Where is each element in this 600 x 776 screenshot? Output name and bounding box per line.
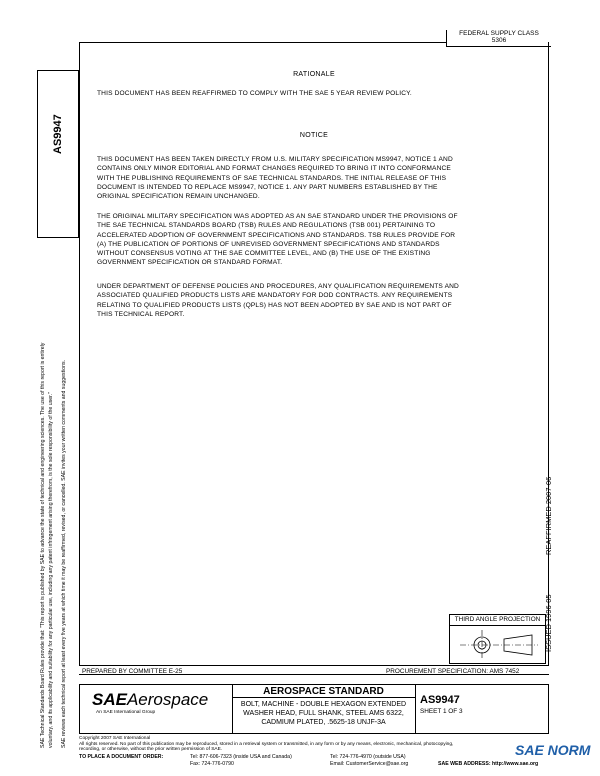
rationale-title: RATIONALE xyxy=(293,71,335,78)
legal-line-3: SAE reviews each technical report at least every five years at which time it may be reaffirmed, revised, or cancelled. SAE invites your written comments and suggestions. xyxy=(61,360,67,748)
notice-paragraph-2 xyxy=(97,212,458,268)
legal-line-2: voluntary, and its applicability and suitability for any particular use, including any patent infringement arising therefrom, is the sole responsibility of the user." xyxy=(48,392,54,748)
notice-title: NOTICE xyxy=(299,132,329,139)
reaffirmed-date: REAFFIRMED 2007-06 xyxy=(544,476,553,555)
notice-paragraph-1 xyxy=(97,155,453,201)
title-block-divider-2 xyxy=(415,684,416,734)
description-line: CADMIUM PLATED, .5625-18 UNJF-3A xyxy=(261,719,386,726)
sae-logo-mark: SAE xyxy=(92,690,127,709)
notice-p3-line: THIS TECHNICAL REPORT. xyxy=(97,310,185,318)
federal-supply-class-label: FEDERAL SUPPLY CLASS xyxy=(459,30,539,37)
rationale-text: THIS DOCUMENT HAS BEEN REAFFIRMED TO COMPLY WITH THE SAE 5 YEAR REVIEW POLICY. xyxy=(97,90,412,97)
copyright: Copyright 2007 SAE International xyxy=(79,736,151,741)
notice-p2-line: GOVERNMENT SPECIFICATION OR STANDARD FORMAT. xyxy=(97,259,283,267)
projection-label: THIRD ANGLE PROJECTION xyxy=(450,615,545,626)
sheet-number: SHEET 1 OF 3 xyxy=(420,708,463,715)
rights-text-2: recording, or otherwise, without the prior written permission of SAE. xyxy=(79,747,223,753)
web-address: SAE WEB ADDRESS: http://www.sae.org xyxy=(438,761,539,767)
notice-p2-line: ACCELERATED ADOPTION OF GOVERNMENT SPECIFICATIONS AND STANDARDS. TSB RULES PROVIDE FOR xyxy=(97,231,456,239)
notice-p3-line: ASSOCIATED QUALIFIED PRODUCTS LISTS ARE MANDATORY FOR DOD CONTRACTS. ANY REQUIREMENTS xyxy=(97,292,453,300)
notice-p2-line: THE ORIGINAL MILITARY SPECIFICATION WAS ADOPTED AS AN SAE STANDARD UNDER THE PROVISIONS OF xyxy=(97,213,458,220)
legal-line-1: SAE Technical Standards Board Rules provide that: "This report is published by SAE to advance the state of technical and engineering sciences. The use of this report is entirely xyxy=(40,342,46,748)
issued-date: ISSUED 1996-05 xyxy=(544,594,553,652)
tel-us: Tel: 877-606-7323 (inside USA and Canada) xyxy=(190,754,292,760)
description-line: WASHER HEAD, FULL SHANK, STEEL AMS 6322, xyxy=(243,710,404,717)
prepared-by: PREPARED BY COMMITTEE E-25 xyxy=(82,668,183,675)
federal-supply-class-box xyxy=(446,30,551,47)
sae-logo-aerospace: Aerospace xyxy=(126,690,209,709)
title-block-row-line xyxy=(232,697,415,698)
notice-p2-line: THE SAE TECHNICAL STANDARDS BOARD (TSB) RULES AND REGULATIONS (TSB 001) PERTAINING TO xyxy=(97,222,436,230)
sae-logo-tagline: An SAE International Group xyxy=(96,710,156,715)
sae-norm-watermark: SAE NORM xyxy=(515,742,591,758)
email: Email: CustomerService@sae.org xyxy=(330,761,409,767)
sidebar-doc-number: AS9947 xyxy=(52,114,64,154)
footer xyxy=(79,736,539,753)
procurement-spec: PROCUREMENT SPECIFICATION: AMS 7452 xyxy=(386,668,520,675)
notice-p2-line: WITHOUT CONSENSUS VOTING AT THE SAE COMMITTEE LEVEL, AND (B) THE USE OF THE EXISTING xyxy=(97,250,431,258)
notice-p2-line: (A) THE PUBLICATION OF PORTIONS OF UNREVISED GOVERNMENT SPECIFICATIONS AND STANDARDS xyxy=(97,240,440,248)
part-description xyxy=(232,700,415,727)
notice-p3-line: RELATING TO QUALIFIED PRODUCTS LISTS (QPLS) HAS NOT BEEN ADOPTED BY SAE AND IS NOT PART OF xyxy=(97,301,452,309)
notice-p1-line: WITH THE PUBLISHING REQUIREMENTS OF SAE TECHNICAL STANDARDS. THE INITIAL RELEASE OF THIS xyxy=(97,174,447,182)
rights-text: All rights reserved. No part of this publication may be reproduced, stored in a retrieval system or transmitted, in any form or by any means, electronic, mechanical, photocopying, xyxy=(79,741,454,747)
order-label: TO PLACE A DOCUMENT ORDER: xyxy=(79,754,164,760)
tel-intl: Tel: 724-776-4970 (outside USA) xyxy=(330,754,406,760)
right-margin-line xyxy=(548,42,549,666)
notice-p1-line: ORIGINAL SPECIFICATION REMAIN UNCHANGED. xyxy=(97,193,260,201)
title-block-doc-number: AS9947 xyxy=(420,694,460,706)
notice-p3-line: UNDER DEPARTMENT OF DEFENSE POLICIES AND PROCEDURES, ANY QUALIFICATION REQUIREMENTS AND xyxy=(97,283,459,290)
projection-symbol-icon xyxy=(450,625,545,663)
fax: Fax: 724-776-0790 xyxy=(190,761,234,767)
sae-logo xyxy=(92,690,208,710)
standard-title: AEROSPACE STANDARD xyxy=(263,686,384,697)
projection-box xyxy=(449,614,546,664)
notice-p1-line: THIS DOCUMENT HAS BEEN TAKEN DIRECTLY FROM U.S. MILITARY SPECIFICATION MS9947, NOTICE 1 AND xyxy=(97,156,453,163)
description-line: BOLT, MACHINE - DOUBLE HEXAGON EXTENDED xyxy=(240,701,407,708)
notice-paragraph-3 xyxy=(97,282,459,319)
notice-p1-line: CONTAINS ONLY MINOR EDITORIAL AND FORMAT CHANGES REQUIRED TO BRING IT INTO CONFORMANCE xyxy=(97,165,451,173)
federal-supply-class-value: 5306 xyxy=(491,37,507,44)
notice-p1-line: DOCUMENT IS INTENDED TO REPLACE MS9947, NOTICE 1. ANY PART NUMBERS ESTABLISHED BY THE xyxy=(97,183,438,191)
